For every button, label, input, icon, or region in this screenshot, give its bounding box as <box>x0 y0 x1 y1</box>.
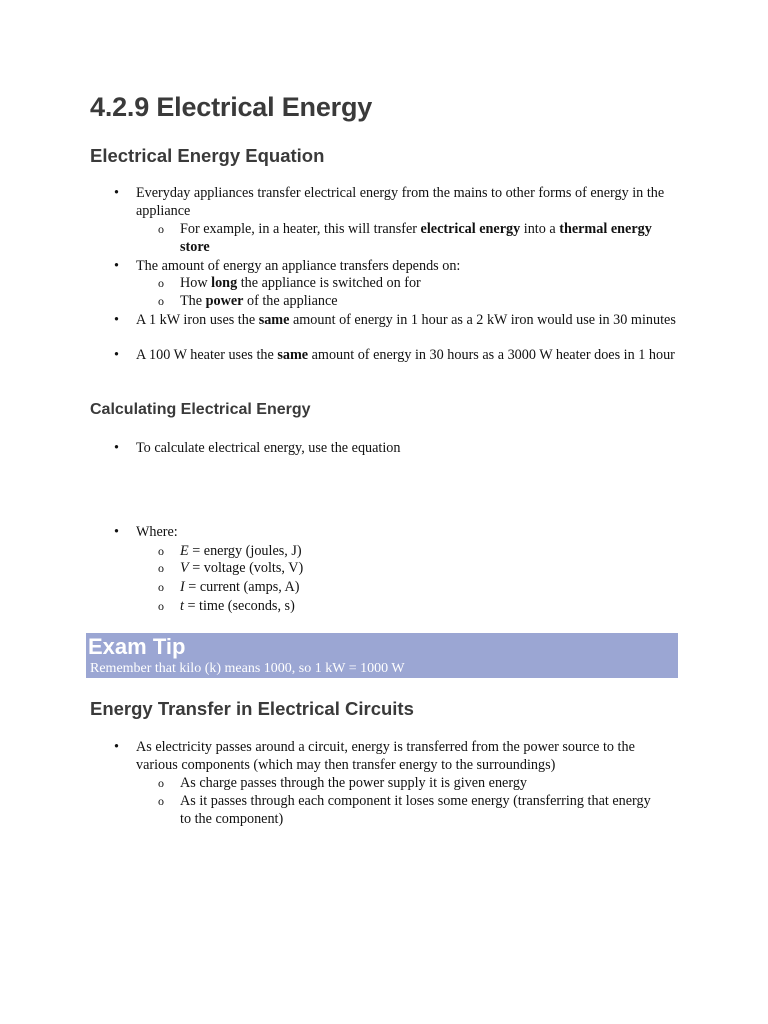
sub-bullet-marker: o <box>158 544 164 558</box>
sub-bullet-marker: o <box>158 580 164 594</box>
variable-symbol: V <box>180 560 189 576</box>
list-item-text: As electricity passes around a circuit, energy is transferred from the power source to the various components (which may then transfer energy to the surroundings) <box>136 739 635 773</box>
list-item-text: A 1 kW iron uses the same amount of energy in 1 hour as a 2 kW iron would use in 30 minutes <box>136 312 676 328</box>
bullet-marker: • <box>114 258 119 274</box>
list-item-text: Where: <box>136 524 178 540</box>
bullet-marker: • <box>114 440 119 456</box>
sub-list-item-text: For example, in a heater, this will transfer electrical energy into a thermal energy store <box>180 221 652 255</box>
exam-tip-body: Remember that kilo (k) means 1000, so 1 kW = 1000 W <box>90 661 405 676</box>
sub-bullet-marker: o <box>158 794 164 808</box>
variable-symbol: E <box>180 543 189 559</box>
sub-list-item-text: The power of the appliance <box>180 293 338 309</box>
bullet-marker: • <box>114 524 119 540</box>
sub-list-item-text: How long the appliance is switched on for <box>180 275 421 291</box>
variable-description: = time (seconds, s) <box>183 598 295 614</box>
page-title: 4.2.9 Electrical Energy <box>90 92 373 122</box>
sub-bullet-marker: o <box>158 561 164 575</box>
heading-energy-transfer: Energy Transfer in Electrical Circuits <box>90 698 414 719</box>
variable-symbol: I <box>180 579 185 595</box>
heading-calculating-electrical-energy: Calculating Electrical Energy <box>90 401 311 418</box>
exam-tip-title: Exam Tip <box>88 634 186 659</box>
list-item-text: Everyday appliances transfer electrical energy from the mains to other forms of energy in the appliance <box>136 185 665 219</box>
list-item-text: To calculate electrical energy, use the equation <box>136 440 401 456</box>
variable-description: = current (amps, A) <box>184 579 300 595</box>
list-item-text: The amount of energy an appliance transfers depends on: <box>136 258 461 274</box>
heading-electrical-energy-equation: Electrical Energy Equation <box>90 145 325 166</box>
bullet-marker: • <box>114 347 119 363</box>
sub-list-item-text: As it passes through each component it loses some energy (transferring that energy to the component) <box>180 793 651 827</box>
sub-bullet-marker: o <box>158 599 164 613</box>
bullet-marker: • <box>114 739 119 755</box>
bullet-marker: • <box>114 185 119 201</box>
sub-bullet-marker: o <box>158 222 164 236</box>
list-item-text: A 100 W heater uses the same amount of energy in 30 hours as a 3000 W heater does in 1 hour <box>136 347 675 363</box>
exam-tip-box <box>86 633 678 678</box>
variable-symbol: t <box>180 598 184 614</box>
bullet-marker: • <box>114 312 119 328</box>
variable-description: = energy (joules, J) <box>188 543 302 559</box>
sub-list-item-text: As charge passes through the power supply it is given energy <box>180 775 528 791</box>
sub-bullet-marker: o <box>158 276 164 290</box>
sub-bullet-marker: o <box>158 776 164 790</box>
variable-description: = voltage (volts, V) <box>188 560 304 576</box>
sub-bullet-marker: o <box>158 294 164 308</box>
